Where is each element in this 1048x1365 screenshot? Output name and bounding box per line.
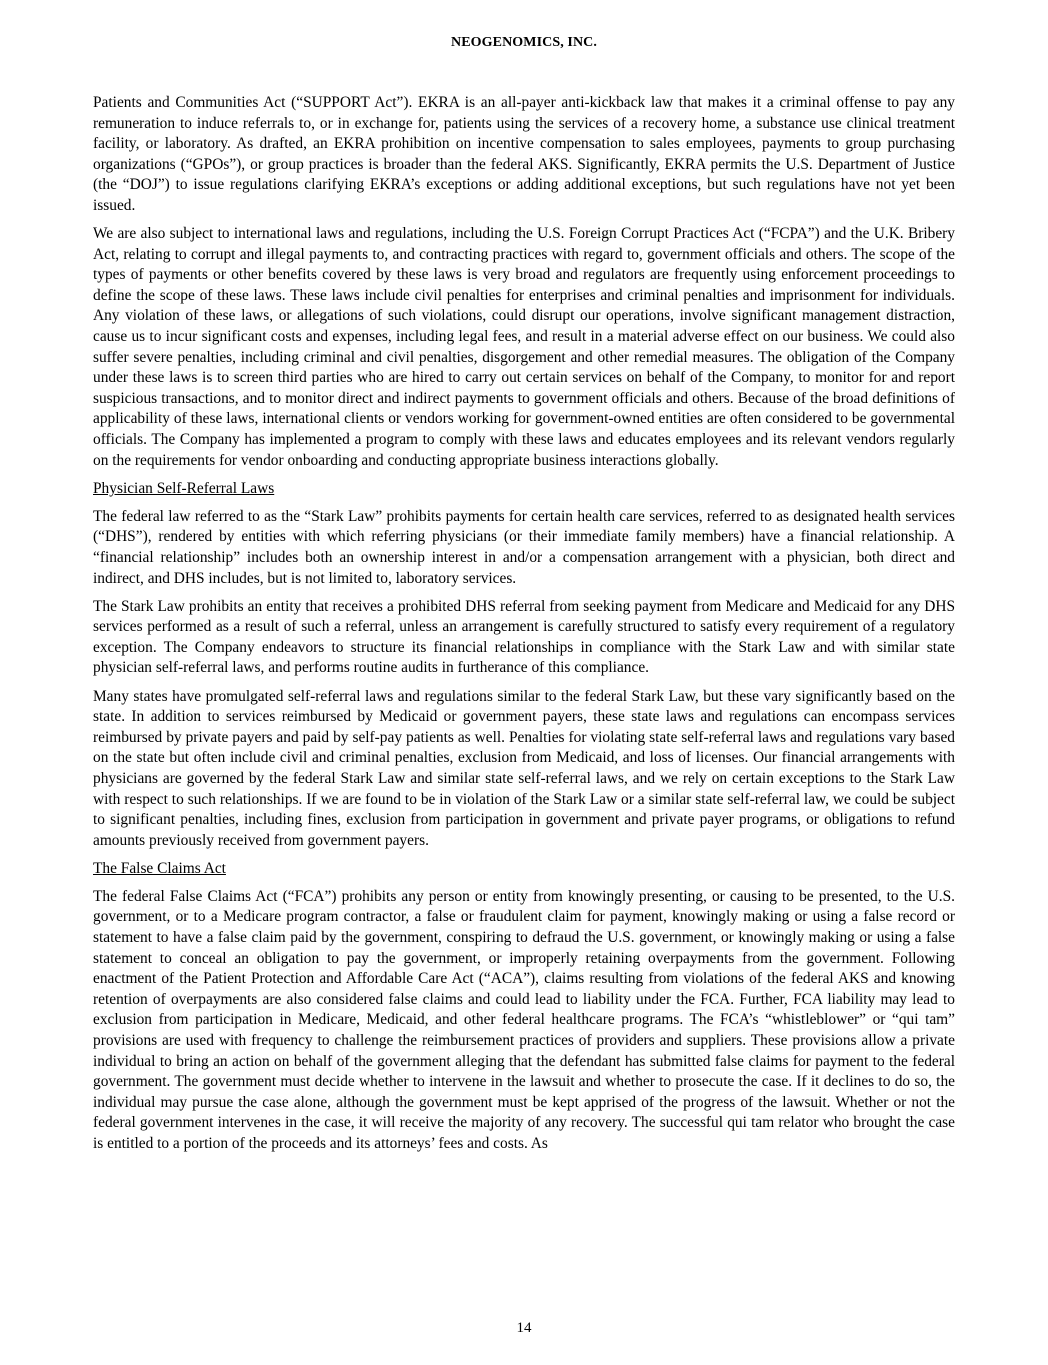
paragraph-state-self-referral: Many states have promulgated self-referral laws and regulations similar to the federal Stark Law, but these vary significantly based on the state. In addition to services reimbursed by Medicaid or government payers, these state laws and regulations can encompass services reimbursed by private payers and paid by self-pay patients as well. Penalties for violating state self-referral laws and regulations vary based on the state but often include civil and criminal penalties, exclusion from Medicaid, and loss of licenses. Our financial arrangements with physicians are governed by the federal Stark Law and similar state self-referral laws, and we rely on certain exceptions to the Stark Law with respect to such relationships. If we are found to be in violation of the Stark Law or a similar state self-referral law, we could be subject to significant penalties, including fines, exclusion from participation in government and private payer programs, or obligations to refund amounts previously received from government payers. [93, 687, 955, 849]
page-number: 14 [516, 1320, 532, 1336]
paragraph-ekra: Patients and Communities Act (“SUPPORT Act”). EKRA is an all-payer anti-kickback law that makes it a criminal offense to pay any remuneration to induce referrals to, or in exchange for, patients using the services of a recovery home, a substance use clinical treatment facility, or laboratory. As drafted, an EKRA prohibition on incentive compensation to sales employees, payments to group purchasing organizations (“GPOs”), or group practices is broader than the federal AKS. Significantly, EKRA permits the U.S. Department of Justice (the “DOJ”) to issue regulations clarifying EKRA’s exceptions or adding additional exceptions, but such regulations have not yet been issued. [93, 94, 955, 214]
company-header: NEOGENOMICS, INC. [451, 35, 597, 50]
section-heading-false-claims-act: The False Claims Act [93, 859, 226, 877]
paragraph-stark-law-prohibition: The Stark Law prohibits an entity that receives a prohibited DHS referral from seeking payment from Medicare and Medicaid for any DHS services performed as a result of such a referral, unless an arrangement is carefully structured to satisfy every requirement of a regulatory exception. The Company endeavors to structure its financial relationships in compliance with the Stark Law and with similar state physician self-referral laws, and performs routine audits in furtherance of this compliance. [93, 597, 955, 677]
paragraph-international-laws: We are also subject to international laws and regulations, including the U.S. Foreign Corrupt Practices Act (“FCPA”) and the U.K. Bribery Act, relating to corrupt and illegal payments to, and contracting practices with regard to, government officials and others. The scope of the types of payments or other benefits covered by these laws is very broad and regulators are frequently using enforcement proceedings to define the scope of these laws. These laws include civil penalties for enterprises and criminal penalties and imprisonment for individuals. Any violation of these laws, or allegations of such violations, could disrupt our operations, involve significant management distraction, cause us to incur significant costs and expenses, including legal fees, and result in a material adverse effect on our business. We could also suffer severe penalties, including criminal and civil penalties, disgorgement and other remedial measures. The obligation of the Company under these laws is to screen third parties who are hired to carry out certain services on behalf of the Company, to monitor for and report suspicious transactions, and to monitor direct and indirect payments to government officials and others. Because of the broad definitions of applicability of these laws, international clients or vendors working for government-owned entities are often considered to be governmental officials. The Company has implemented a program to comply with these laws and educates employees and its relevant vendors regularly on the requirements for vendor onboarding and conducting appropriate business interactions globally. [93, 225, 955, 469]
section-heading-physician-self-referral: Physician Self-Referral Laws [93, 479, 275, 497]
paragraph-stark-law-definition: The federal law referred to as the “Stark Law” prohibits payments for certain health care services, referred to as designated health services (“DHS”), rendered by entities with which referring physicians (or their immediate family members) have a financial relationship. A “financial relationship” includes both an ownership interest in and/or a compensation arrangement with a physician, both direct and indirect, and DHS includes, but is not limited to, laboratory services. [93, 507, 955, 587]
paragraph-false-claims-act: The federal False Claims Act (“FCA”) prohibits any person or entity from knowingly presenting, or causing to be presented, to the U.S. government, or to a Medicare program contractor, a false or fraudulent claim for payment, knowingly making or using a false record or statement to have a false claim paid by the government, conspiring to defraud the U.S. government, or knowingly making or using a false statement to conceal an obligation to pay the government, or improperly retaining overpayments from the government. Following enactment of the Patient Protection and Affordable Care Act (“ACA”), claims resulting from violations of the federal AKS and knowing retention of overpayments are also considered false claims and could lead to liability under the FCA. Further, FCA liability may lead to exclusion from participation in Medicare, Medicaid, and other federal healthcare programs. The FCA’s “whistleblower” or “qui tam” provisions are used with frequency to challenge the reimbursement practices of providers and suppliers. These provisions allow a private individual to bring an action on behalf of the government alleging that the defendant has submitted false claims for payment to the federal government. The government must decide whether to intervene in the lawsuit and whether to prosecute the case. If it declines to do so, the individual may pursue the case alone, although the government must be kept apprised of the progress of the lawsuit. Whether or not the federal government intervenes in the case, it will receive the majority of any recovery. The successful qui tam relator who brought the case is entitled to a portion of the proceeds and its attorneys’ fees and costs. As [93, 887, 955, 1152]
document-body [93, 93, 955, 1162]
